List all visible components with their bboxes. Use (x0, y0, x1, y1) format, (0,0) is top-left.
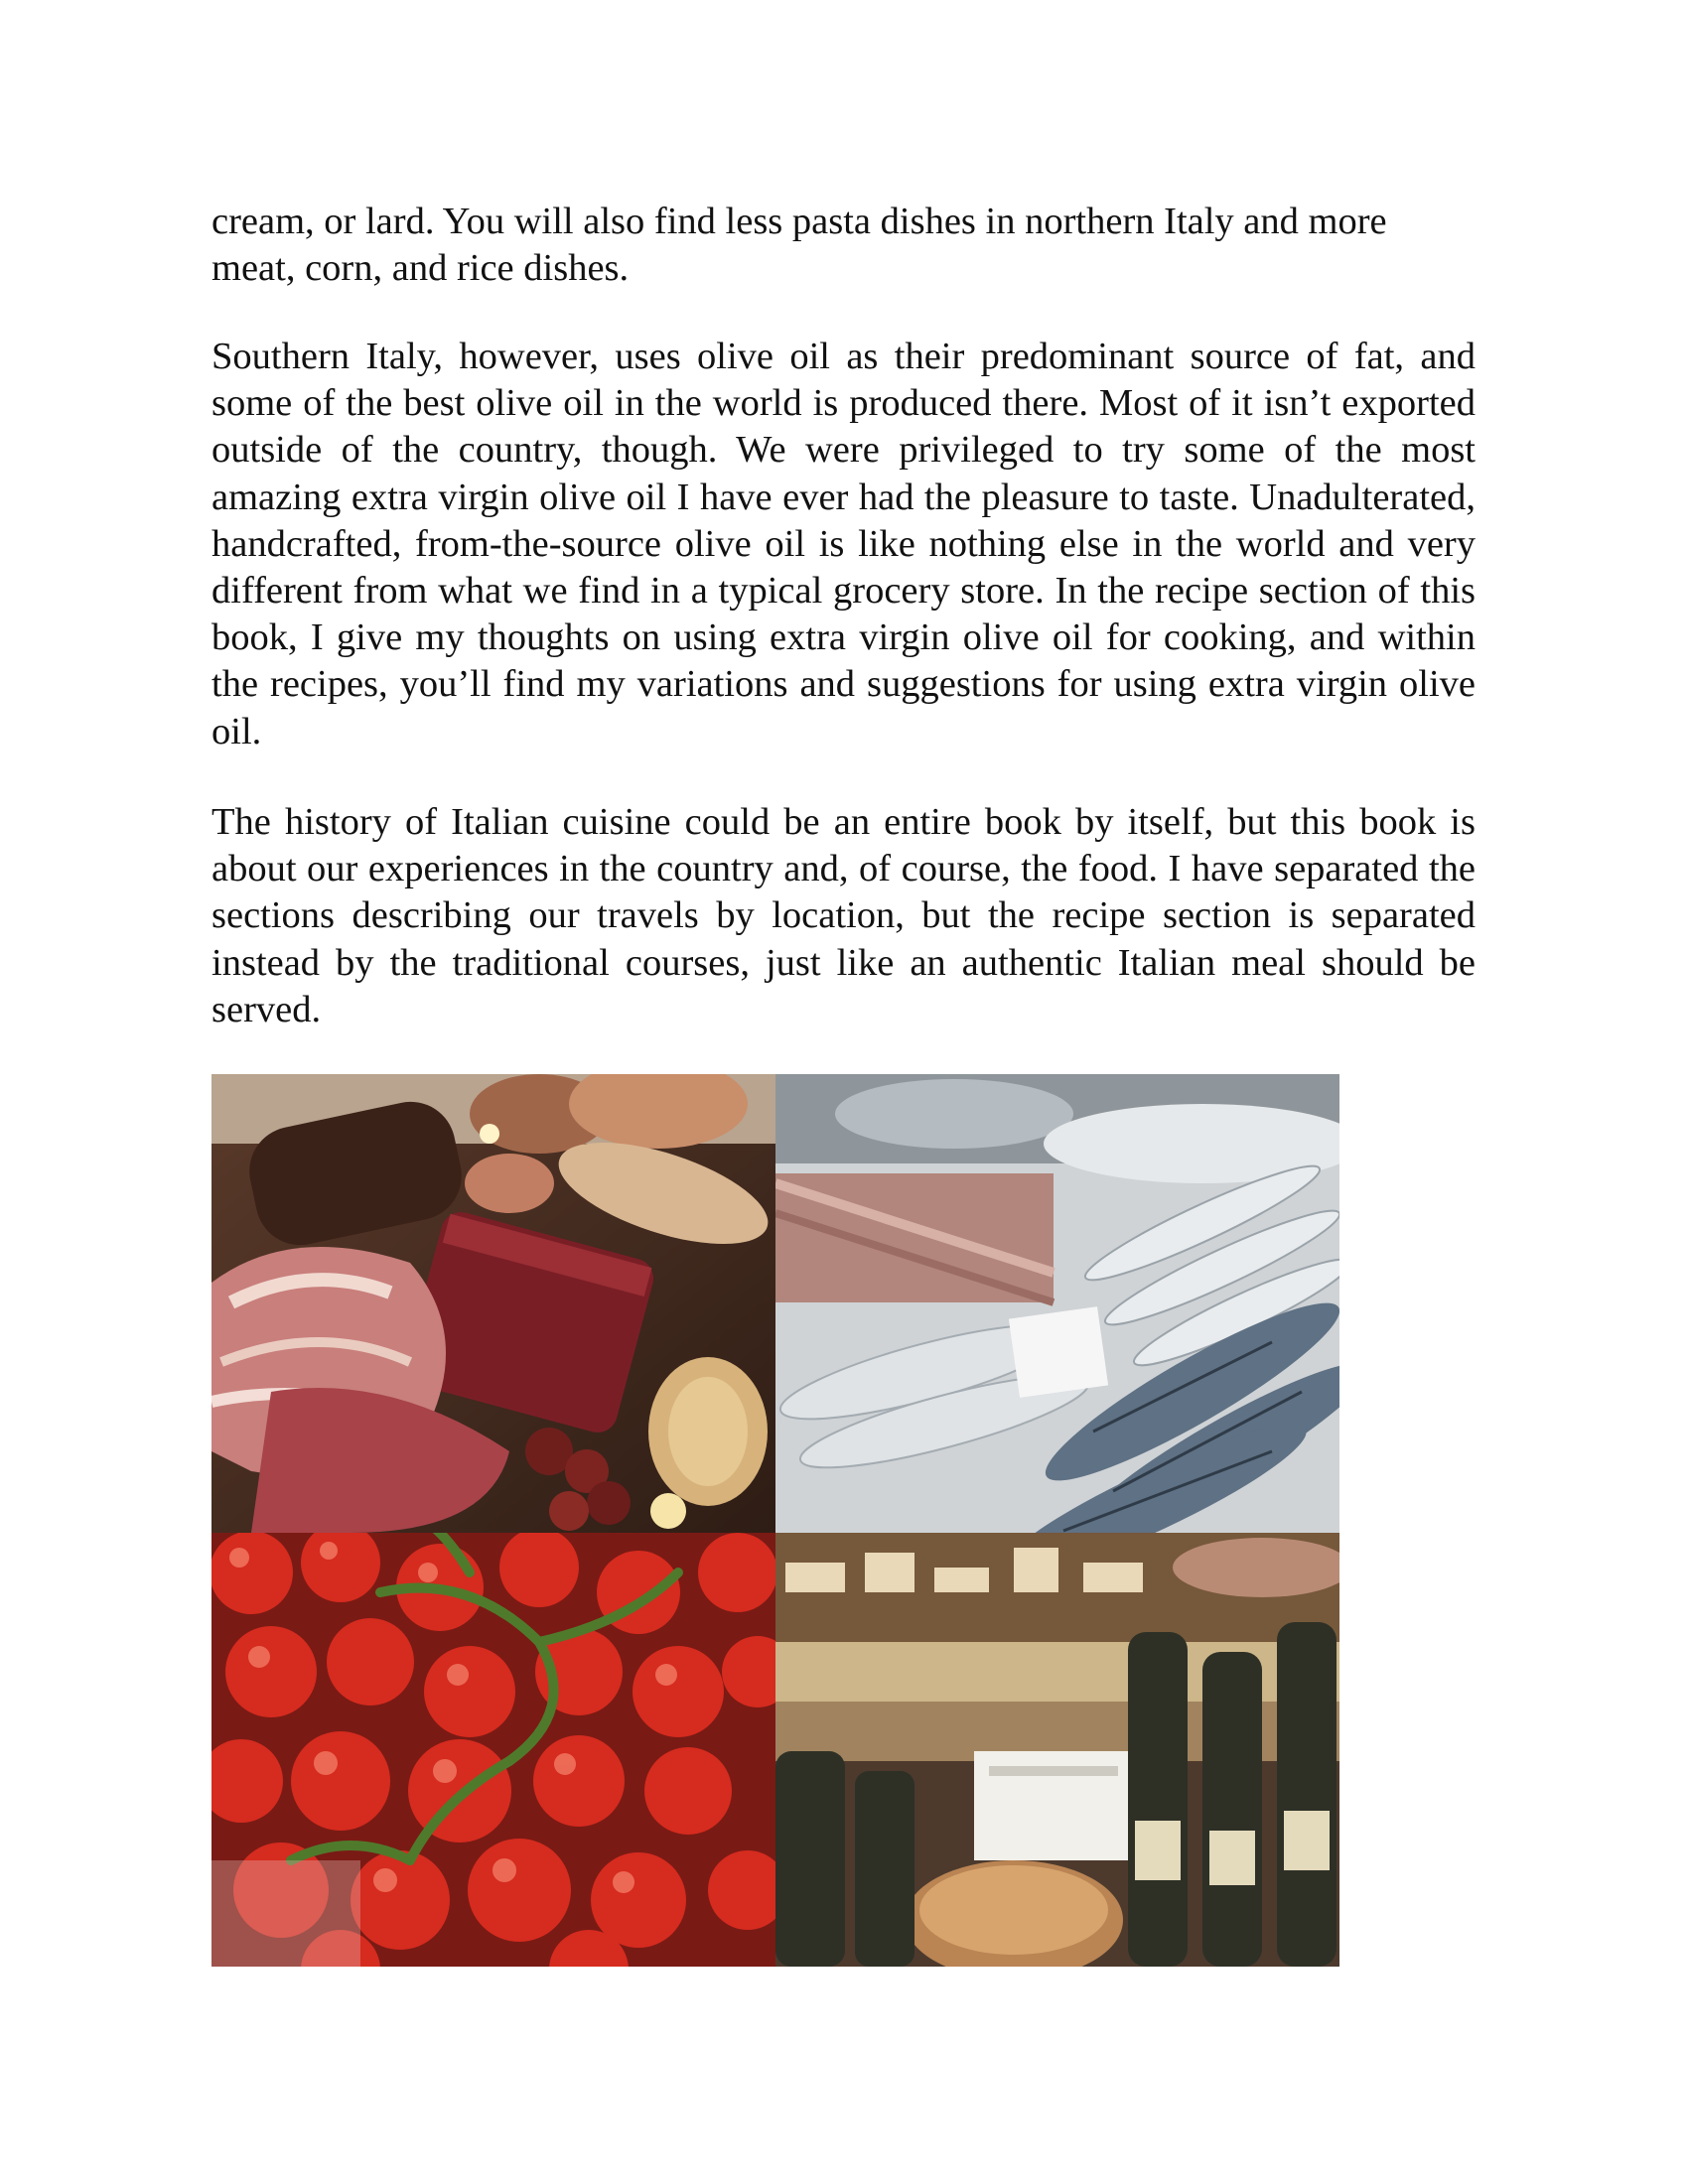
photo-cherry-tomatoes (211, 1533, 775, 1967)
food-photo-collage (211, 1074, 1339, 1967)
photo-wine-shop (775, 1533, 1339, 1967)
photo-fish-market (775, 1074, 1339, 1533)
paragraph-history-of-cuisine: The history of Italian cuisine could be an entire book by itself, but this book is about our experiences in the country and, of course, the food. I have separated the sections describing our travels by location, but the recipe section is separated instead by the traditional courses, just like an authentic Italian meal should be served. (211, 801, 1476, 1030)
paragraph-northern-italy: cream, or lard. You will also find less pasta dishes in northern Italy and more meat, corn, and rice dishes. (211, 201, 1387, 290)
photo-cured-meats (211, 1074, 775, 1533)
paragraph-southern-italy-olive-oil: Southern Italy, however, uses olive oil as their predominant source of fat, and some of the best olive oil in the world is produced there. Most of it isn’t exported outside of the country, though. We were privileged to try some of the most amazing extra virgin olive oil I have ever had the pleasure to taste. Unadulterated, handcrafted, from-the-source olive oil is like nothing else in the world and very different from what we find in a typical grocery store. In the recipe section of this book, I give my thoughts on using extra virgin olive oil for cooking, and within the recipes, you’ll find my variations and suggestions for using extra virgin olive oil. (211, 336, 1476, 752)
